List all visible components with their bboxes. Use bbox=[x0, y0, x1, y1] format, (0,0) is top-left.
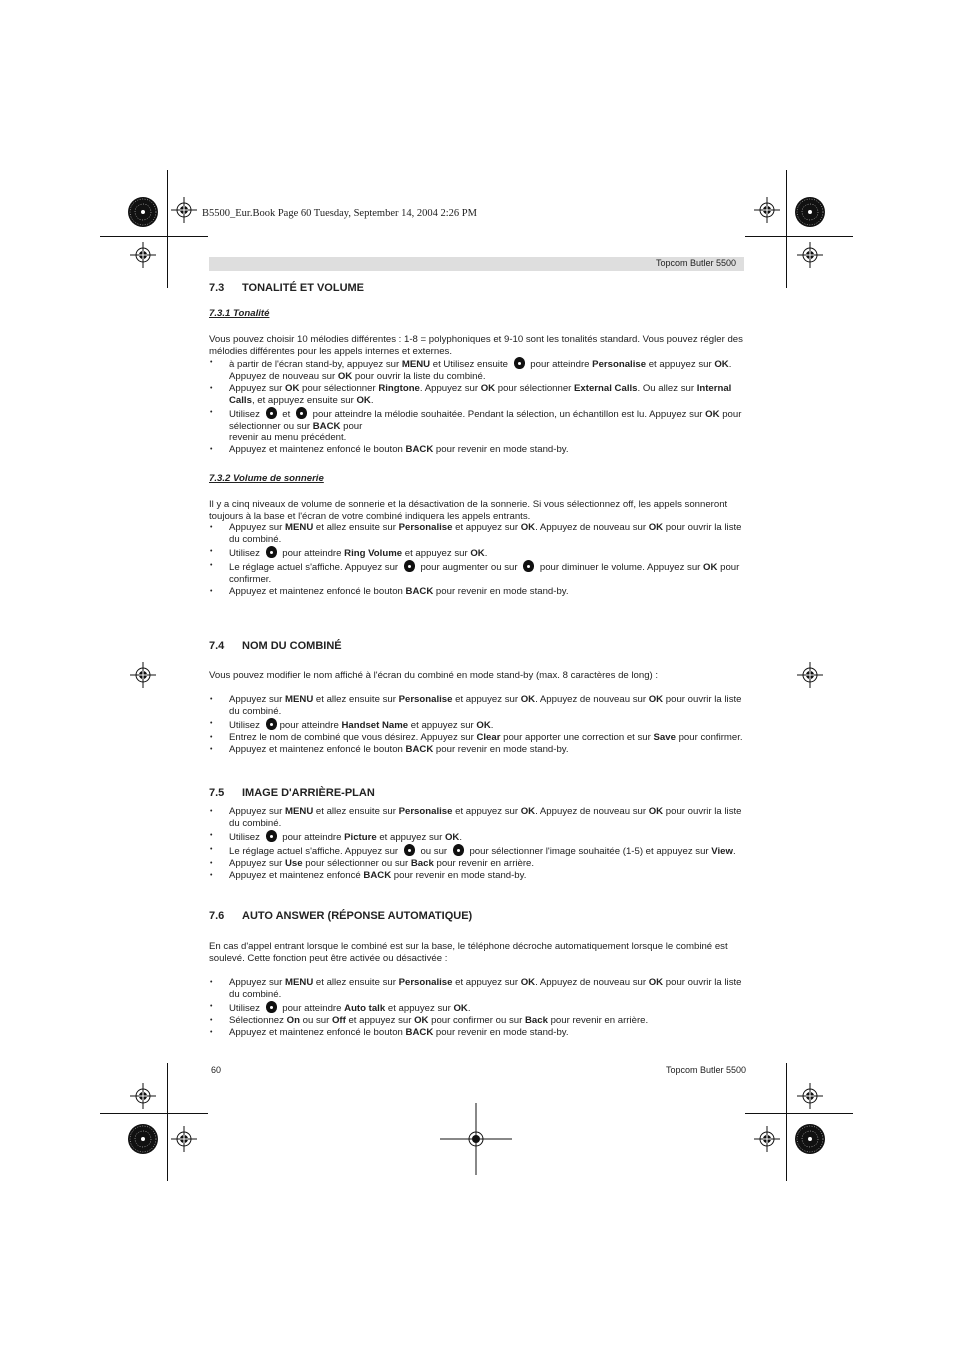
header-band bbox=[209, 257, 744, 271]
nav-key-icon bbox=[266, 546, 277, 558]
list-item: • Utilisez pour atteindre Auto talk et appuyez sur OK. bbox=[209, 1001, 744, 1015]
list-item: • Utilisez pour atteindre Ring Volume et appuyez sur OK. bbox=[209, 546, 744, 560]
paragraph: Vous pouvez modifier le nom affiché à l'écran du combiné en mode stand-by (max. 8 caractères de long) : bbox=[209, 670, 659, 681]
nav-key-icon bbox=[514, 357, 525, 369]
paragraph: Vous pouvez choisir 10 mélodies différentes : 1-8 = polyphoniques et 9-10 sont les tonalités standard. Vous pouvez régler des mélodies différentes pour les appels internes et externes. bbox=[209, 334, 743, 357]
page-number: 60 bbox=[211, 1065, 222, 1075]
nav-key-down-icon bbox=[296, 407, 307, 419]
list-item: • Appuyez sur MENU et allez ensuite sur Personalise et appuyez sur OK. Appuyez de nouveau sur OK pour ouvrir la liste du combiné. bbox=[209, 977, 744, 1001]
bullet-list bbox=[209, 977, 744, 1039]
nav-key-icon bbox=[266, 1001, 277, 1013]
nav-key-down-icon bbox=[453, 844, 464, 856]
nav-key-icon bbox=[266, 718, 277, 730]
list-item: • Le réglage actuel s'affiche. Appuyez sur pour augmenter ou sur pour diminuer le volume. Appuyez sur OK pour confirmer. bbox=[209, 560, 744, 586]
list-item: • Utilisez pour atteindre Picture et appuyez sur OK. bbox=[209, 830, 744, 844]
list-item: • Appuyez et maintenez enfoncé le bouton BACK pour revenir en mode stand-by. bbox=[209, 586, 744, 598]
footer-brand: Topcom Butler 5500 bbox=[665, 1065, 746, 1075]
print-meta-line: B5500_Eur.Book Page 60 Tuesday, September 14, 2004 2:26 PM bbox=[202, 208, 477, 219]
list-item: • à partir de l'écran stand-by, appuyez sur MENU et Utilisez ensuite pour atteindre Personalise et appuyez sur OK. Appuyez de nouveau sur OK pour ouvrir la liste du combiné. bbox=[209, 357, 744, 383]
list-item: • Appuyez et maintenez enfoncé le bouton BACK pour revenir en mode stand-by. bbox=[209, 744, 744, 756]
list-item: • Appuyez sur MENU et allez ensuite sur Personalise et appuyez sur OK. Appuyez de nouveau sur OK pour ouvrir la liste du combiné. bbox=[209, 694, 744, 718]
subsection-7-3-1-heading: 7.3.1 Tonalité bbox=[209, 308, 270, 319]
section-7-5-heading: 7.5 IMAGE D'ARRIÈRE-PLAN bbox=[209, 787, 375, 799]
list-item: • Appuyez sur Use pour sélectionner ou sur Back pour revenir en arrière. bbox=[209, 858, 744, 870]
bullet-list bbox=[209, 522, 744, 597]
section-7-4-heading: 7.4 NOM DU COMBINÉ bbox=[209, 640, 342, 652]
section-7-6-heading: 7.6 AUTO ANSWER (RÉPONSE AUTOMATIQUE) bbox=[209, 910, 473, 922]
list-item: • Le réglage actuel s'affiche. Appuyez sur ou sur pour sélectionner l'image souhaitée (1-5) et appuyez sur View. bbox=[209, 844, 744, 858]
nav-key-icon bbox=[266, 830, 277, 842]
bullet-list bbox=[209, 357, 744, 456]
header-brand: Topcom Butler 5500 bbox=[655, 258, 736, 268]
list-item: • Appuyez sur MENU et allez ensuite sur Personalise et appuyez sur OK. Appuyez de nouveau sur OK pour ouvrir la liste du combiné. bbox=[209, 806, 744, 830]
bullet-list bbox=[209, 694, 744, 756]
list-item: • Sélectionnez On ou sur Off et appuyez sur OK pour confirmer ou sur Back pour revenir en arrière. bbox=[209, 1015, 744, 1027]
section-7-3-heading: 7.3 TONALITÉ ET VOLUME bbox=[209, 282, 365, 294]
nav-key-up-icon bbox=[404, 844, 415, 856]
bullet-list bbox=[209, 806, 744, 881]
list-item: • Utilisez et pour atteindre la mélodie souhaitée. Pendant la sélection, un échantillon est lu. Appuyez sur OK pour sélectionner ou sur BACK pour revenir au menu précédent. bbox=[209, 407, 744, 445]
subsection-7-3-2-heading: 7.3.2 Volume de sonnerie bbox=[209, 473, 324, 484]
list-item: • Utilisez pour atteindre Handset Name et appuyez sur OK. bbox=[209, 718, 744, 732]
list-item: • Appuyez et maintenez enfoncé le bouton BACK pour revenir en mode stand-by. bbox=[209, 444, 744, 456]
list-item: • Appuyez sur MENU et allez ensuite sur Personalise et appuyez sur OK. Appuyez de nouveau sur OK pour ouvrir la liste du combiné. bbox=[209, 522, 744, 546]
nav-key-down-icon bbox=[523, 560, 534, 572]
list-item: • Entrez le nom de combiné que vous désirez. Appuyez sur Clear pour apporter une correction et sur Save pour confirmer. bbox=[209, 732, 744, 744]
paragraph: Il y a cinq niveaux de volume de sonnerie et la désactivation de la sonnerie. Si vous sélectionnez off, les appels sonneront toujours à la base et l'écran de votre combiné indiquera les appels entrants. bbox=[209, 499, 728, 522]
paragraph: En cas d'appel entrant lorsque le combiné est sur la base, le téléphone décroche automatiquement lorsque le combiné est soulevé. Cette fonction peut être activée ou désactivée : bbox=[209, 941, 728, 964]
nav-key-up-icon bbox=[404, 560, 415, 572]
nav-key-up-icon bbox=[266, 407, 277, 419]
list-item: • Appuyez et maintenez enfoncé le bouton BACK pour revenir en mode stand-by. bbox=[209, 1027, 744, 1039]
list-item: • Appuyez sur OK pour sélectionner Ringtone. Appuyez sur OK pour sélectionner External Calls. Ou allez sur Internal Calls, et appuyez ensuite sur OK. bbox=[209, 383, 744, 407]
list-item: • Appuyez et maintenez enfoncé BACK pour revenir en mode stand-by. bbox=[209, 870, 744, 882]
